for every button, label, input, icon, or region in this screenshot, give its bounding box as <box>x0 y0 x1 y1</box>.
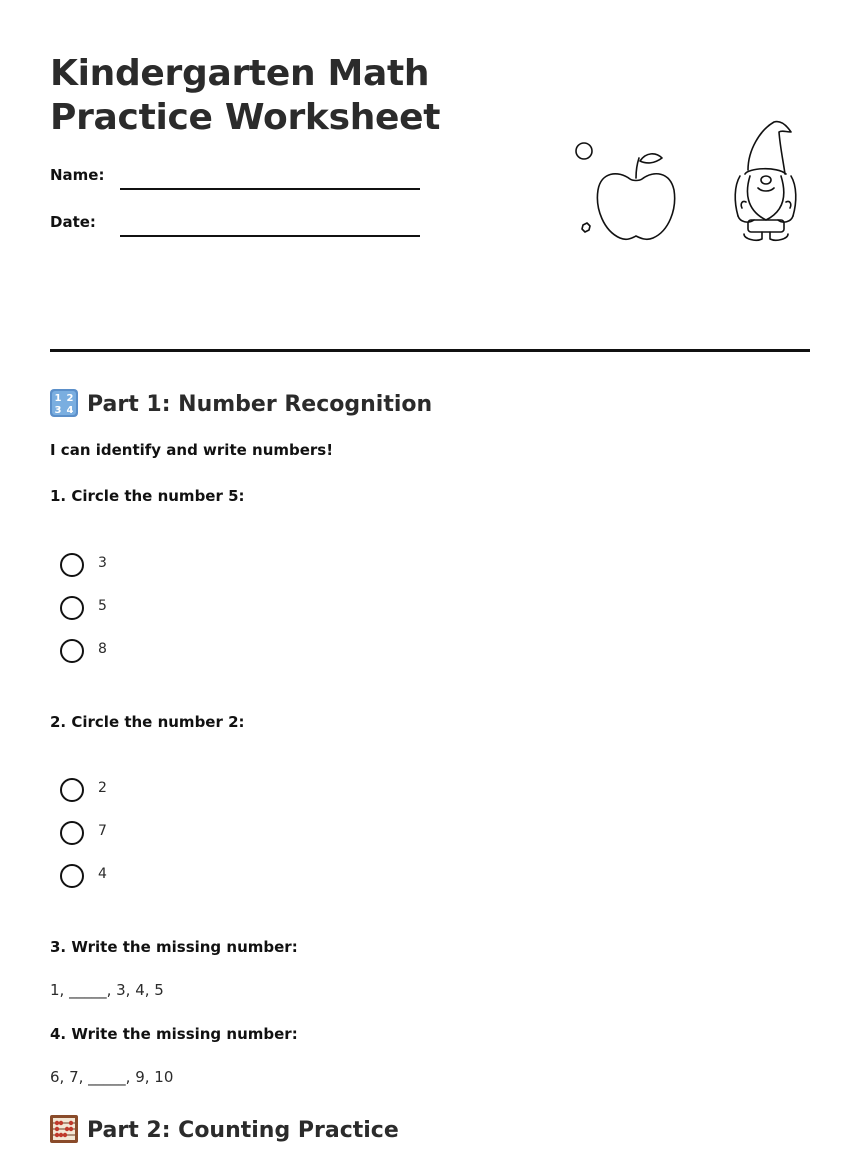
date-field <box>50 213 420 237</box>
q2-option-2[interactable] <box>60 821 260 847</box>
circle-target[interactable] <box>60 821 84 845</box>
part1-title: Part 1: Number Recognition <box>87 392 433 417</box>
gnome-icon <box>735 122 796 241</box>
date-label: Date: <box>50 213 96 231</box>
apple-icon <box>597 154 674 239</box>
q1-option-2[interactable] <box>60 596 260 622</box>
part1-subtitle: I can identify and write numbers! <box>50 441 334 459</box>
option-label: 8 <box>98 641 107 657</box>
abacus-icon <box>50 1115 78 1143</box>
option-label: 5 <box>98 598 107 614</box>
name-field <box>50 166 420 190</box>
circle-target[interactable] <box>60 596 84 620</box>
circle-target[interactable] <box>60 553 84 577</box>
svg-text:3: 3 <box>54 405 62 416</box>
part2-heading <box>50 1115 399 1145</box>
question-4-sequence[interactable]: 6, 7, _____, 9, 10 <box>50 1068 174 1086</box>
svg-text:2: 2 <box>66 393 74 404</box>
question-3-sequence[interactable]: 1, _____, 3, 4, 5 <box>50 981 164 999</box>
part2-title: Part 2: Counting Practice <box>87 1118 399 1143</box>
option-label: 2 <box>98 780 107 796</box>
bubble-icon <box>576 143 592 159</box>
circle-target[interactable] <box>60 778 84 802</box>
svg-text:1: 1 <box>54 393 62 404</box>
q1-option-3[interactable] <box>60 639 260 665</box>
title-line-1: Kindergarten Math <box>50 53 430 94</box>
question-3-prompt: 3. Write the missing number: <box>50 938 298 956</box>
input-numbers-icon <box>50 389 78 417</box>
circle-target[interactable] <box>60 864 84 888</box>
name-label: Name: <box>50 166 105 184</box>
apple-gnome-illustration <box>570 112 800 252</box>
option-label: 3 <box>98 555 107 571</box>
svg-text:4: 4 <box>66 405 74 416</box>
date-write-line[interactable] <box>120 235 420 237</box>
worksheet-title <box>50 52 440 140</box>
q2-option-3[interactable] <box>60 864 260 890</box>
title-line-2: Practice Worksheet <box>50 97 441 138</box>
circle-target[interactable] <box>60 639 84 663</box>
q1-option-1[interactable] <box>60 553 260 579</box>
part1-heading <box>50 389 432 419</box>
question-2-prompt: 2. Circle the number 2: <box>50 713 245 731</box>
option-label: 4 <box>98 866 107 882</box>
small-hexagon-icon <box>582 223 590 232</box>
name-write-line[interactable] <box>120 188 420 190</box>
header-divider <box>50 349 810 352</box>
question-1-prompt: 1. Circle the number 5: <box>50 487 245 505</box>
question-4-prompt: 4. Write the missing number: <box>50 1025 298 1043</box>
q2-option-1[interactable] <box>60 778 260 804</box>
option-label: 7 <box>98 823 107 839</box>
